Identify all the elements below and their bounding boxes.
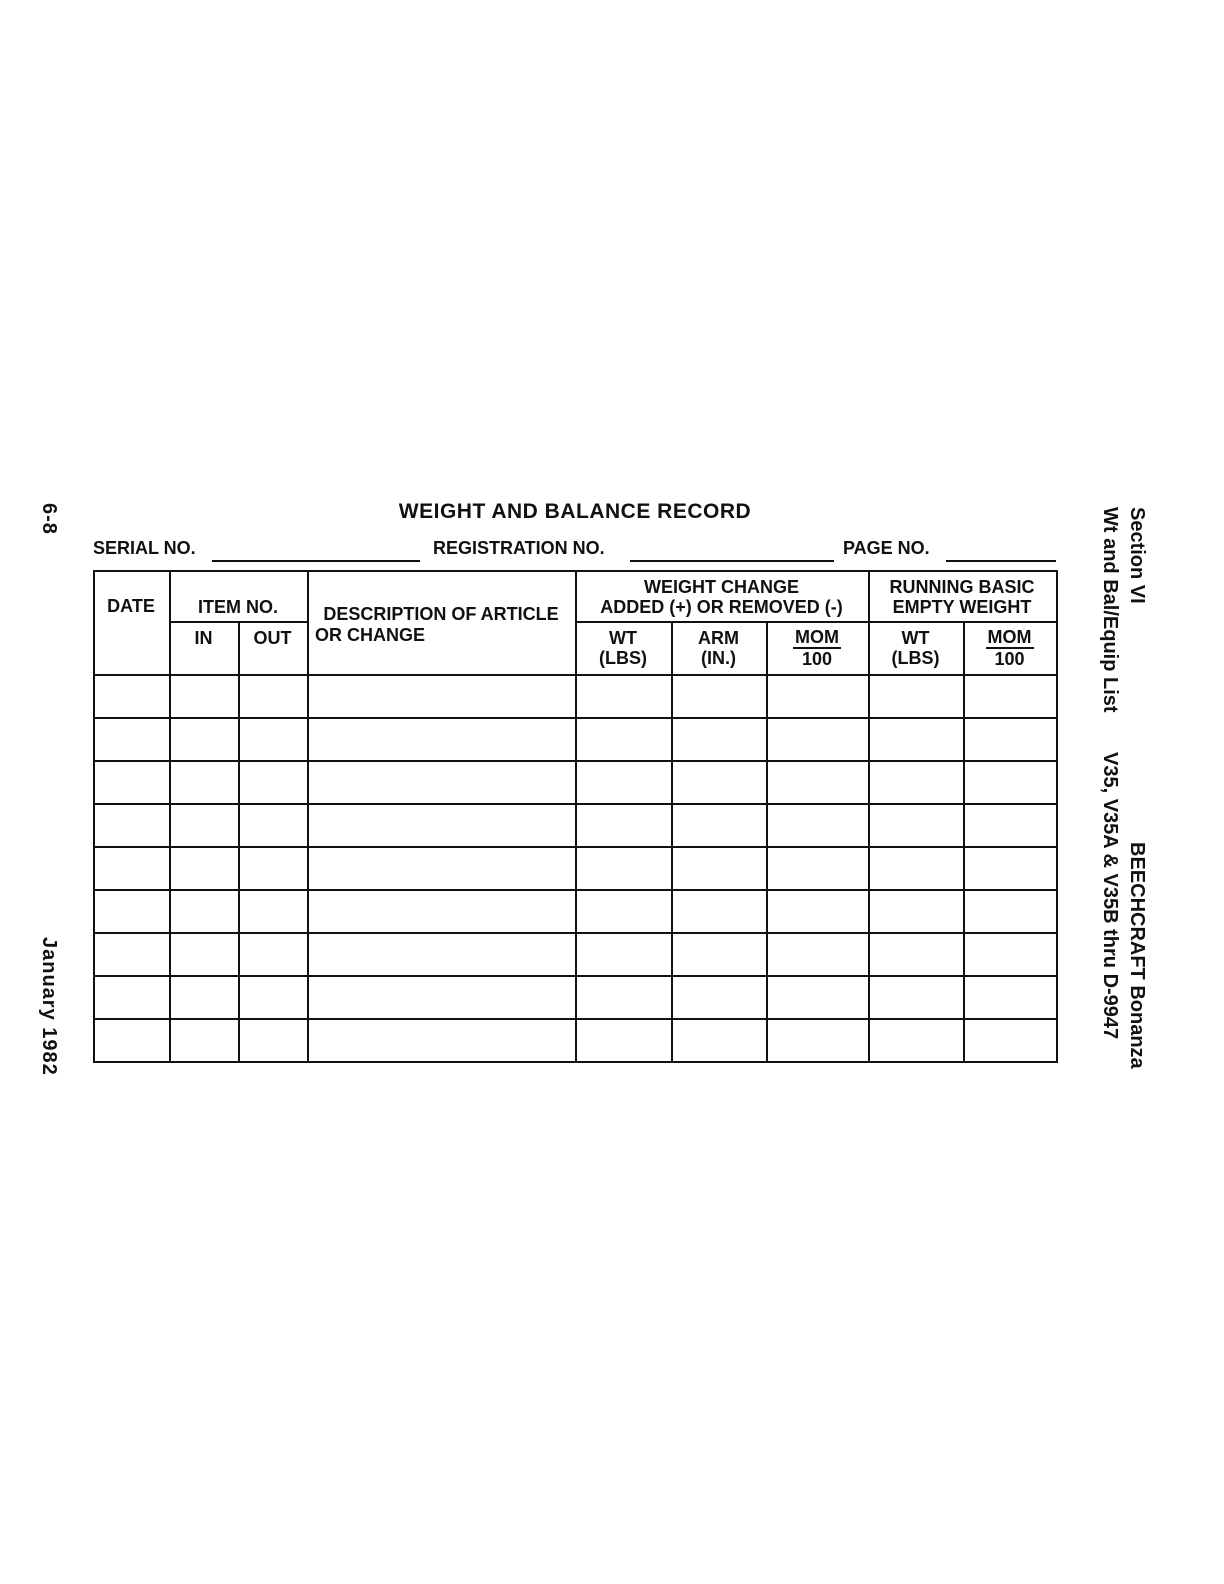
header-mom xyxy=(766,628,868,669)
header-running-line1: RUNNING BASIC xyxy=(889,577,1035,597)
table-cell[interactable] xyxy=(870,719,963,760)
header-in: IN xyxy=(194,628,213,648)
section-header-line1: Section VI xyxy=(1126,507,1148,604)
table-cell[interactable] xyxy=(240,891,307,932)
table-cell[interactable] xyxy=(240,848,307,889)
table-cell[interactable] xyxy=(171,934,238,975)
table-cell[interactable] xyxy=(870,891,963,932)
header-wt2-line1: WT xyxy=(901,628,930,648)
table-cell[interactable] xyxy=(768,805,868,846)
table-cell[interactable] xyxy=(577,848,671,889)
table-cell[interactable] xyxy=(870,676,963,717)
table-cell[interactable] xyxy=(95,719,169,760)
header-wt-line1: WT xyxy=(609,628,637,648)
header-arm-line1: ARM xyxy=(698,628,739,648)
table-cell[interactable] xyxy=(768,977,868,1018)
header-divider-weights xyxy=(575,621,1058,623)
header-weight-change-line2: ADDED (+) OR REMOVED (-) xyxy=(600,597,843,617)
table-cell[interactable] xyxy=(95,848,169,889)
table-cell[interactable] xyxy=(673,934,766,975)
table-border-right xyxy=(1056,570,1058,1063)
table-cell[interactable] xyxy=(95,891,169,932)
table-cell[interactable] xyxy=(965,719,1056,760)
table-cell[interactable] xyxy=(240,1020,307,1061)
table-cell[interactable] xyxy=(673,676,766,717)
header-mom2-numerator: MOM xyxy=(987,627,1032,647)
table-cell[interactable] xyxy=(171,1020,238,1061)
table-cell[interactable] xyxy=(577,891,671,932)
table-cell[interactable] xyxy=(673,762,766,803)
header-out: OUT xyxy=(253,628,292,648)
header-wt-line2: (LBS) xyxy=(599,648,647,668)
page-label: PAGE NO. xyxy=(843,538,930,558)
model-header-line1: BEECHCRAFT Bonanza xyxy=(1126,842,1148,1069)
table-cell[interactable] xyxy=(240,762,307,803)
header-description xyxy=(307,604,575,624)
table-cell[interactable] xyxy=(95,977,169,1018)
header-arm-line2: (IN.) xyxy=(701,648,736,668)
table-cell[interactable] xyxy=(965,977,1056,1018)
header-description-line1: DESCRIPTION OF ARTICLE xyxy=(323,604,559,624)
table-cell[interactable] xyxy=(95,1020,169,1061)
header-wt2-line2: (LBS) xyxy=(891,648,940,668)
table-cell[interactable] xyxy=(171,977,238,1018)
table-cell[interactable] xyxy=(965,891,1056,932)
table-cell[interactable] xyxy=(768,891,868,932)
table-cell[interactable] xyxy=(309,762,575,803)
table-cell[interactable] xyxy=(309,934,575,975)
table-cell[interactable] xyxy=(673,805,766,846)
table-cell[interactable] xyxy=(171,891,238,932)
header-description-line2: OR CHANGE xyxy=(315,625,426,645)
table-cell[interactable] xyxy=(577,1020,671,1061)
table-cell[interactable] xyxy=(870,934,963,975)
page-field[interactable] xyxy=(946,560,1056,562)
table-cell[interactable] xyxy=(309,719,575,760)
header-mom2 xyxy=(963,628,1056,669)
table-cell[interactable] xyxy=(965,762,1056,803)
table-cell[interactable] xyxy=(309,848,575,889)
table-cell[interactable] xyxy=(240,719,307,760)
header-item-no: ITEM NO. xyxy=(198,597,278,617)
table-cell[interactable] xyxy=(965,934,1056,975)
table-cell[interactable] xyxy=(870,848,963,889)
table-cell[interactable] xyxy=(577,676,671,717)
table-cell[interactable] xyxy=(95,676,169,717)
table-cell[interactable] xyxy=(95,762,169,803)
table-cell[interactable] xyxy=(240,934,307,975)
table-cell[interactable] xyxy=(171,719,238,760)
table-cell[interactable] xyxy=(577,934,671,975)
table-cell[interactable] xyxy=(577,977,671,1018)
page-date: January 1982 xyxy=(38,937,60,1076)
table-cell[interactable] xyxy=(673,977,766,1018)
table-cell[interactable] xyxy=(171,676,238,717)
serial-label: SERIAL NO. xyxy=(93,538,196,558)
registration-field[interactable] xyxy=(630,560,834,562)
table-cell[interactable] xyxy=(240,676,307,717)
header-mom-denominator: 100 xyxy=(801,649,833,669)
table-cell[interactable] xyxy=(768,848,868,889)
header-mom2-denominator: 100 xyxy=(994,649,1025,669)
serial-field[interactable] xyxy=(212,560,420,562)
table-cell[interactable] xyxy=(309,805,575,846)
header-weight-change-line1: WEIGHT CHANGE xyxy=(644,577,799,597)
table-cell[interactable] xyxy=(171,805,238,846)
header-arm xyxy=(671,628,766,668)
table-cell[interactable] xyxy=(870,977,963,1018)
table-cell[interactable] xyxy=(870,805,963,846)
table-cell[interactable] xyxy=(171,762,238,803)
table-cell[interactable] xyxy=(309,1020,575,1061)
table-cell[interactable] xyxy=(240,805,307,846)
table-cell[interactable] xyxy=(965,805,1056,846)
section-header-line2: Wt and Bal/Equip List xyxy=(1099,507,1121,713)
table-cell[interactable] xyxy=(965,676,1056,717)
table-cell[interactable] xyxy=(768,762,868,803)
form-title: WEIGHT AND BALANCE RECORD xyxy=(398,500,752,523)
table-cell[interactable] xyxy=(965,848,1056,889)
table-cell[interactable] xyxy=(309,891,575,932)
header-running-line2: EMPTY WEIGHT xyxy=(892,597,1032,617)
table-cell[interactable] xyxy=(577,762,671,803)
registration-label: REGISTRATION NO. xyxy=(433,538,605,558)
table-cell[interactable] xyxy=(870,762,963,803)
header-date: DATE xyxy=(107,596,155,616)
table-cell[interactable] xyxy=(309,977,575,1018)
table-cell[interactable] xyxy=(768,719,868,760)
table-cell[interactable] xyxy=(577,805,671,846)
header-wt xyxy=(575,628,671,668)
table-cell[interactable] xyxy=(309,676,575,717)
table-cell[interactable] xyxy=(673,1020,766,1061)
table-cell[interactable] xyxy=(673,848,766,889)
table-cell[interactable] xyxy=(673,891,766,932)
table-cell[interactable] xyxy=(768,1020,868,1061)
table-cell[interactable] xyxy=(95,934,169,975)
model-header-line2: V35, V35A & V35B thru D-9947 xyxy=(1099,752,1121,1040)
table-cell[interactable] xyxy=(171,848,238,889)
header-mom-numerator: MOM xyxy=(795,627,839,647)
table-cell[interactable] xyxy=(870,1020,963,1061)
table-cell[interactable] xyxy=(768,934,868,975)
table-cell[interactable] xyxy=(240,977,307,1018)
header-wt2 xyxy=(868,628,963,668)
table-cell[interactable] xyxy=(577,719,671,760)
page-number: 6-8 xyxy=(38,503,60,535)
table-cell[interactable] xyxy=(673,719,766,760)
table-cell[interactable] xyxy=(95,805,169,846)
table-cell[interactable] xyxy=(768,676,868,717)
table-cell[interactable] xyxy=(965,1020,1056,1061)
